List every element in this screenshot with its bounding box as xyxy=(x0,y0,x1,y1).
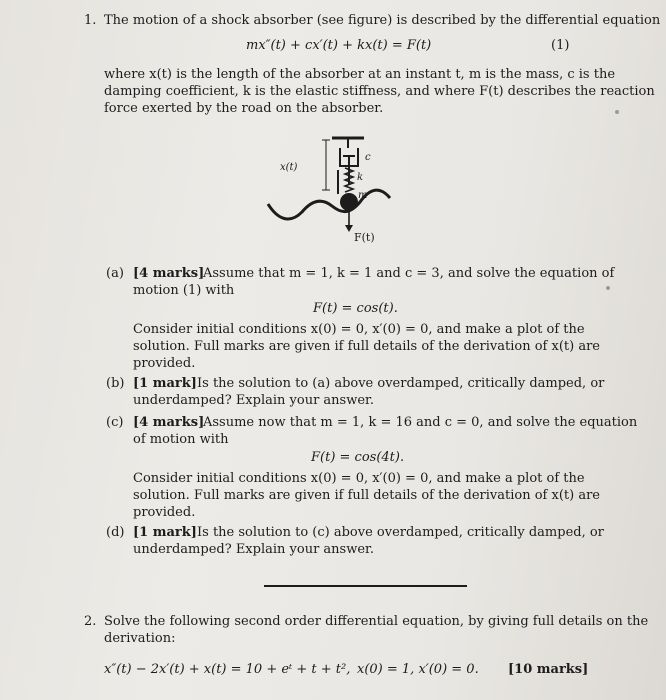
shock-absorber-figure xyxy=(250,128,420,250)
paper-speck xyxy=(606,286,610,290)
part-a-tag: (a) xyxy=(106,266,124,281)
q1-where-line-3: force exerted by the road on the absorber. xyxy=(104,101,384,116)
label-F: F(t) xyxy=(354,231,375,244)
part-a-equation: F(t) = cos(t). xyxy=(313,301,398,316)
part-d-marks: [1 mark] xyxy=(133,525,197,540)
part-b-tag: (b) xyxy=(106,376,125,391)
part-d-line-2: underdamped? Explain your answer. xyxy=(133,542,374,557)
part-c-equation: F(t) = cos(4t). xyxy=(311,450,405,465)
q2-line-1: Solve the following second order differential equation, by giving full details on the xyxy=(104,614,649,629)
part-a-text-3: provided. xyxy=(133,356,196,371)
part-d-tag: (d) xyxy=(106,525,125,540)
part-c-tag: (c) xyxy=(106,415,124,430)
part-c-line-2: of motion with xyxy=(133,432,229,447)
label-m: m xyxy=(358,190,368,201)
q1-where-line-2: damping coefficient, k is the elastic stiffness, and where F(t) describes the reaction xyxy=(104,84,655,99)
q2-marks: [10 marks] xyxy=(508,662,589,677)
q1-number: 1. xyxy=(84,13,97,28)
part-b-line-2: underdamped? Explain your answer. xyxy=(133,393,374,408)
part-b-marks: [1 mark] xyxy=(133,376,197,391)
mass-ball xyxy=(340,193,358,211)
q1-equation: mx″(t) + cx′(t) + kx(t) = F(t) xyxy=(246,38,432,53)
part-b-line-1: Is the solution to (a) above overdamped, critically damped, or xyxy=(197,376,605,391)
q1-intro: The motion of a shock absorber (see figure) is described by the differential equation xyxy=(104,13,661,28)
q2-conditions: x(0) = 1, x′(0) = 0. xyxy=(357,662,479,677)
q2-number: 2. xyxy=(84,614,97,629)
part-a-line-2: motion (1) with xyxy=(133,283,235,298)
label-k: k xyxy=(357,172,364,183)
part-a-marks: [4 marks] xyxy=(133,266,205,281)
part-a-line-1: Assume that m = 1, k = 1 and c = 3, and solve the equation of xyxy=(203,266,615,281)
q1-equation-number: (1) xyxy=(551,38,570,53)
force-arrow-head xyxy=(345,225,353,232)
part-c-text-2: solution. Full marks are given if full details of the derivation of x(t) are xyxy=(133,488,600,503)
part-a-text-1: Consider initial conditions x(0) = 0, x′(0) = 0, and make a plot of the xyxy=(133,322,585,337)
label-x: x(t) xyxy=(280,162,298,173)
paper-speck xyxy=(615,110,619,114)
road-curve xyxy=(268,190,390,219)
part-c-marks: [4 marks] xyxy=(133,415,205,430)
part-c-text-1: Consider initial conditions x(0) = 0, x′(0) = 0, and make a plot of the xyxy=(133,471,585,486)
part-d-line-1: Is the solution to (c) above overdamped, critically damped, or xyxy=(197,525,604,540)
q1-where-line-1: where x(t) is the length of the absorber at an instant t, m is the mass, c is the xyxy=(104,67,616,82)
part-a-text-2: solution. Full marks are given if full details of the derivation of x(t) are xyxy=(133,339,600,354)
part-c-text-3: provided. xyxy=(133,505,196,520)
part-c-line-1: Assume now that m = 1, k = 16 and c = 0, and solve the equation xyxy=(203,415,638,430)
section-divider xyxy=(264,585,467,587)
q2-line-2: derivation: xyxy=(104,631,176,646)
q2-equation: x″(t) − 2x′(t) + x(t) = 10 + eᵗ + t + t², xyxy=(104,662,351,677)
label-c: c xyxy=(365,152,371,163)
